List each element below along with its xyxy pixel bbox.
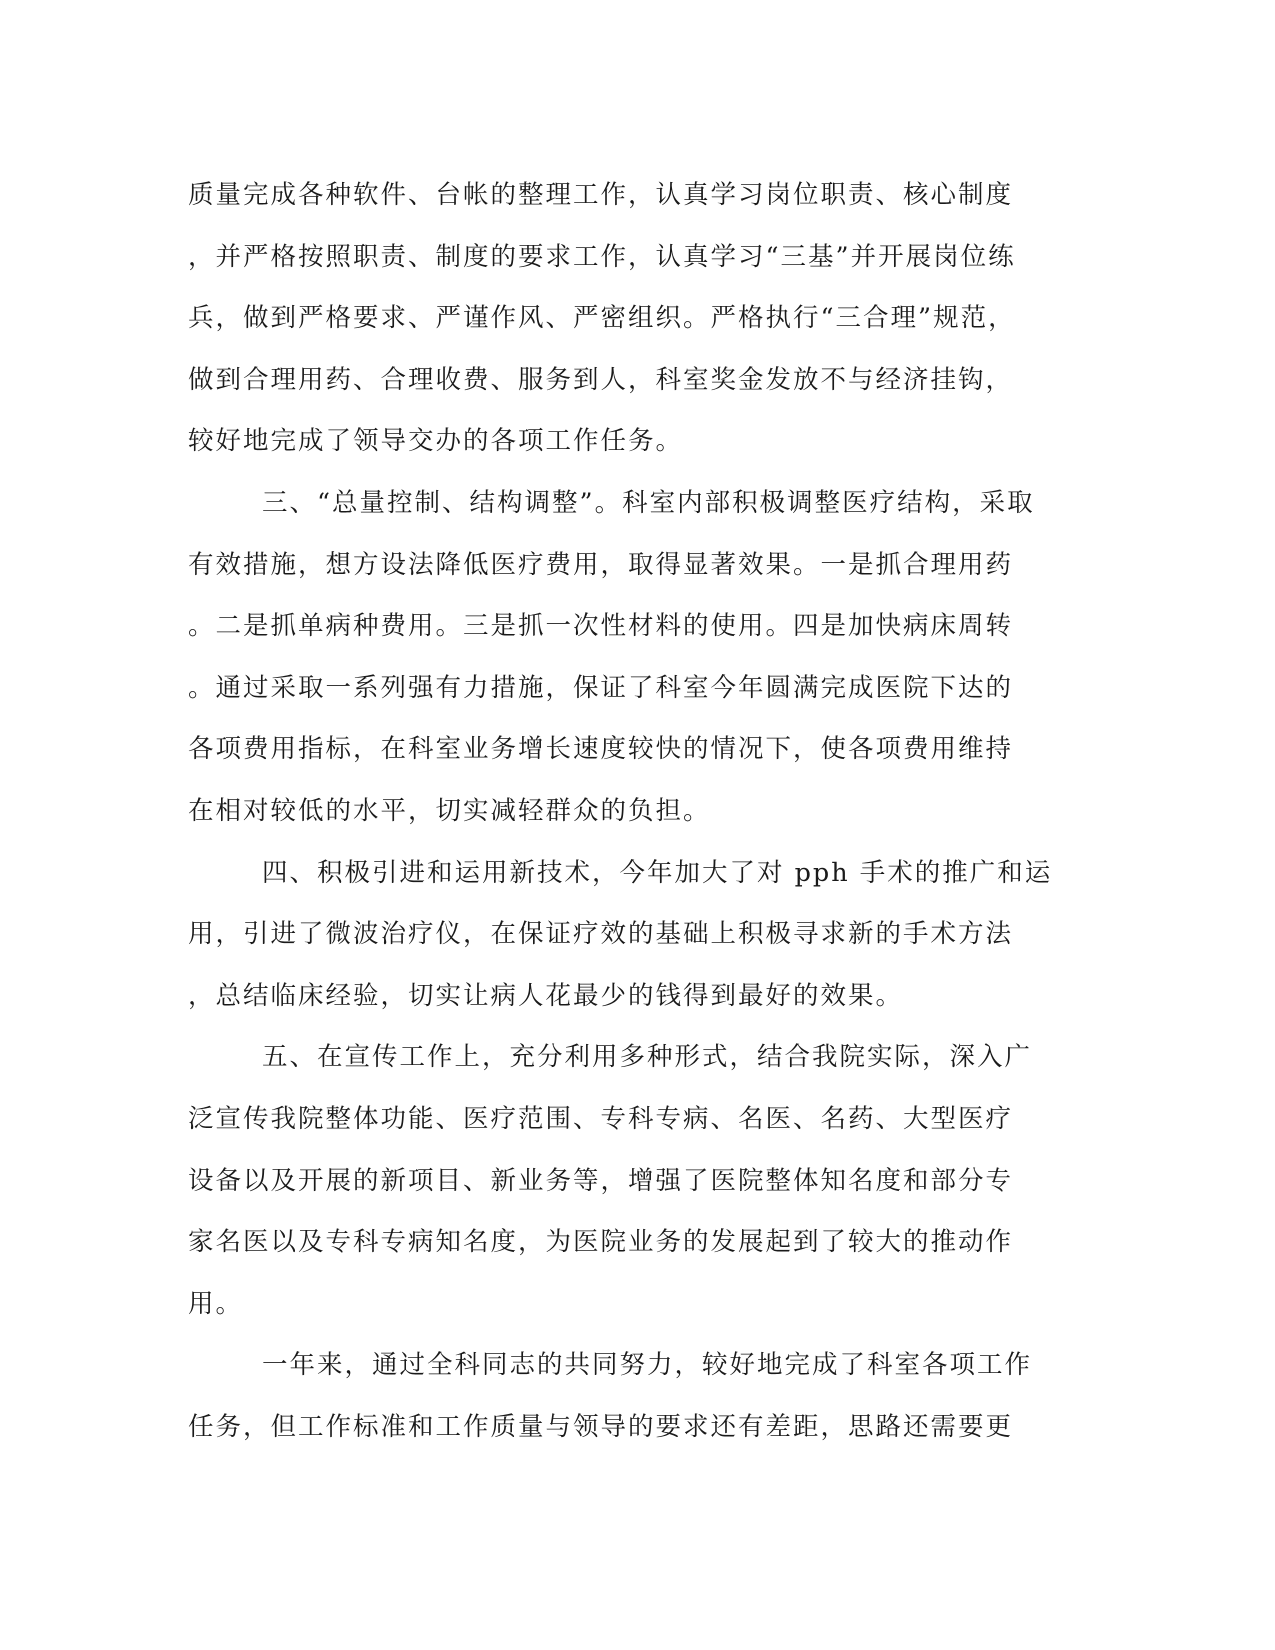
- text-line: 泛宣传我院整体功能、医疗范围、专科专病、名医、名药、大型医疗: [188, 1103, 1014, 1134]
- text-line: ，总结临床经验，切实让病人花最少的钱得到最好的效果。: [188, 980, 904, 1011]
- paragraph-start-line: 四、积极引进和运用新技术，今年加大了对 pph 手术的推广和运: [262, 857, 1053, 888]
- text-line: 用。: [188, 1288, 244, 1319]
- paragraph-start-line: 一年来，通过全科同志的共同努力，较好地完成了科室各项工作: [262, 1350, 1033, 1381]
- text-line: 设备以及开展的新项目、新业务等，增强了医院整体知名度和部分专: [188, 1165, 1014, 1196]
- text-line: 各项费用指标，在科室业务增长速度较快的情况下，使各项费用维持: [188, 734, 1014, 765]
- text-line: 家名医以及专科专病知名度，为医院业务的发展起到了较大的推动作: [188, 1227, 1014, 1258]
- text-line: 。通过采取一系列强有力措施，保证了科室今年圆满完成医院下达的: [188, 672, 1014, 703]
- text-line: 任务，但工作标准和工作质量与领导的要求还有差距，思路还需要更: [188, 1411, 1014, 1442]
- paragraph-start-line: 三、“总量控制、结构调整”。科室内部积极调整医疗结构，采取: [262, 487, 1035, 518]
- paragraph-start-line: 五、在宣传工作上，充分利用多种形式，结合我院实际，深入广: [262, 1042, 1033, 1073]
- text-line: 在相对较低的水平，切实减轻群众的负担。: [188, 795, 711, 826]
- body-text: [188, 165, 1068, 1458]
- text-line: 质量完成各种软件、台帐的整理工作，认真学习岗位职责、核心制度: [188, 180, 1014, 210]
- text-line: 用，引进了微波治疗仪，在保证疗效的基础上积极寻求新的手术方法: [188, 919, 1014, 950]
- text-line: 兵，做到严格要求、严谨作风、严密组织。严格执行“三合理”规范，: [188, 303, 1016, 334]
- text-line: 较好地完成了领导交办的各项工作任务。: [188, 426, 684, 457]
- text-line: 有效措施，想方设法降低医疗费用，取得显著效果。一是抓合理用药: [188, 549, 1014, 580]
- text-line: ，并严格按照职责、制度的要求工作，认真学习“三基”并开展岗位练: [188, 241, 1016, 272]
- text-line: 。二是抓单病种费用。三是抓一次性材料的使用。四是加快病床周转: [188, 611, 1014, 642]
- text-line: 做到合理用药、合理收费、服务到人，科室奖金发放不与经济挂钩，: [188, 364, 1014, 395]
